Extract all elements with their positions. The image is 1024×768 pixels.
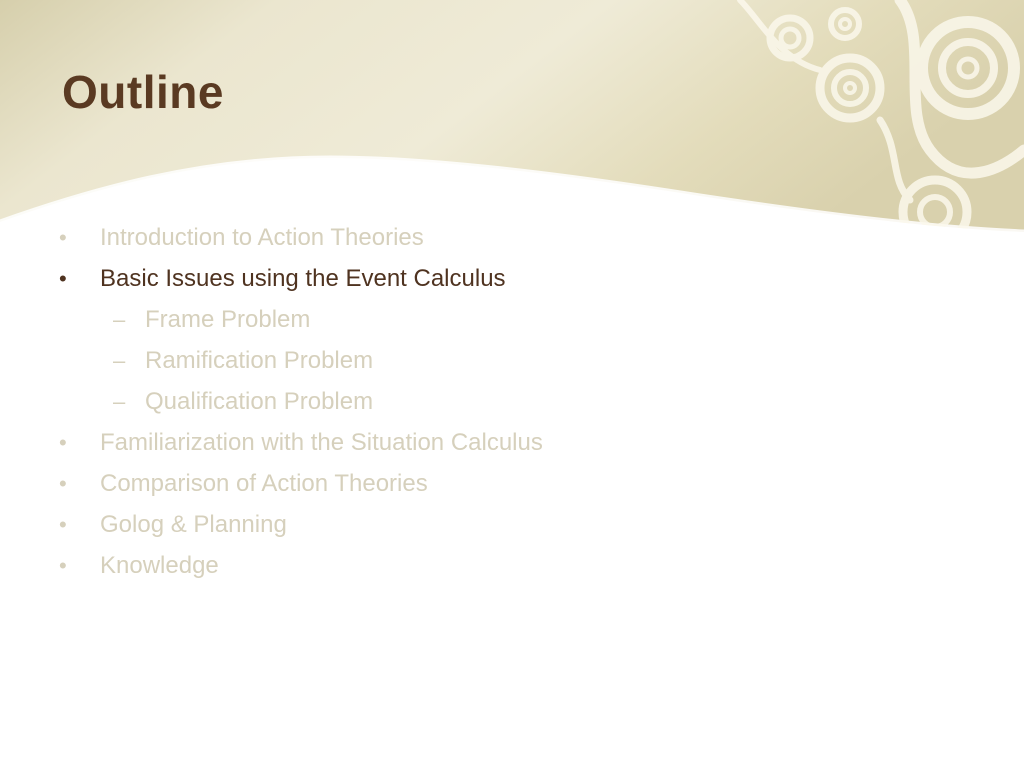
dash-icon: – [113, 348, 126, 373]
outline-subitem-label: Frame Problem [145, 306, 311, 333]
outline-subitem-label: Qualification Problem [145, 388, 374, 415]
bullet-icon: • [59, 430, 67, 455]
outline-item-label: Basic Issues using the Event Calculus [100, 265, 506, 292]
bullet-icon: • [59, 512, 67, 537]
outline-item-label: Introduction to Action Theories [100, 224, 424, 251]
outline-subitem-label: Ramification Problem [145, 347, 374, 374]
dash-icon: – [113, 307, 126, 332]
outline-item-label: Familiarization with the Situation Calculus [100, 429, 543, 456]
dash-icon: – [113, 389, 126, 414]
bullet-icon: • [59, 225, 67, 250]
outline-item-label: Comparison of Action Theories [100, 470, 428, 497]
slide-title: Outline [62, 66, 224, 118]
outline-item-label: Knowledge [100, 552, 219, 579]
bullet-icon: • [59, 266, 67, 291]
bullet-icon: • [59, 553, 67, 578]
outline-item-label: Golog & Planning [100, 511, 287, 538]
bullet-icon: • [59, 471, 67, 496]
